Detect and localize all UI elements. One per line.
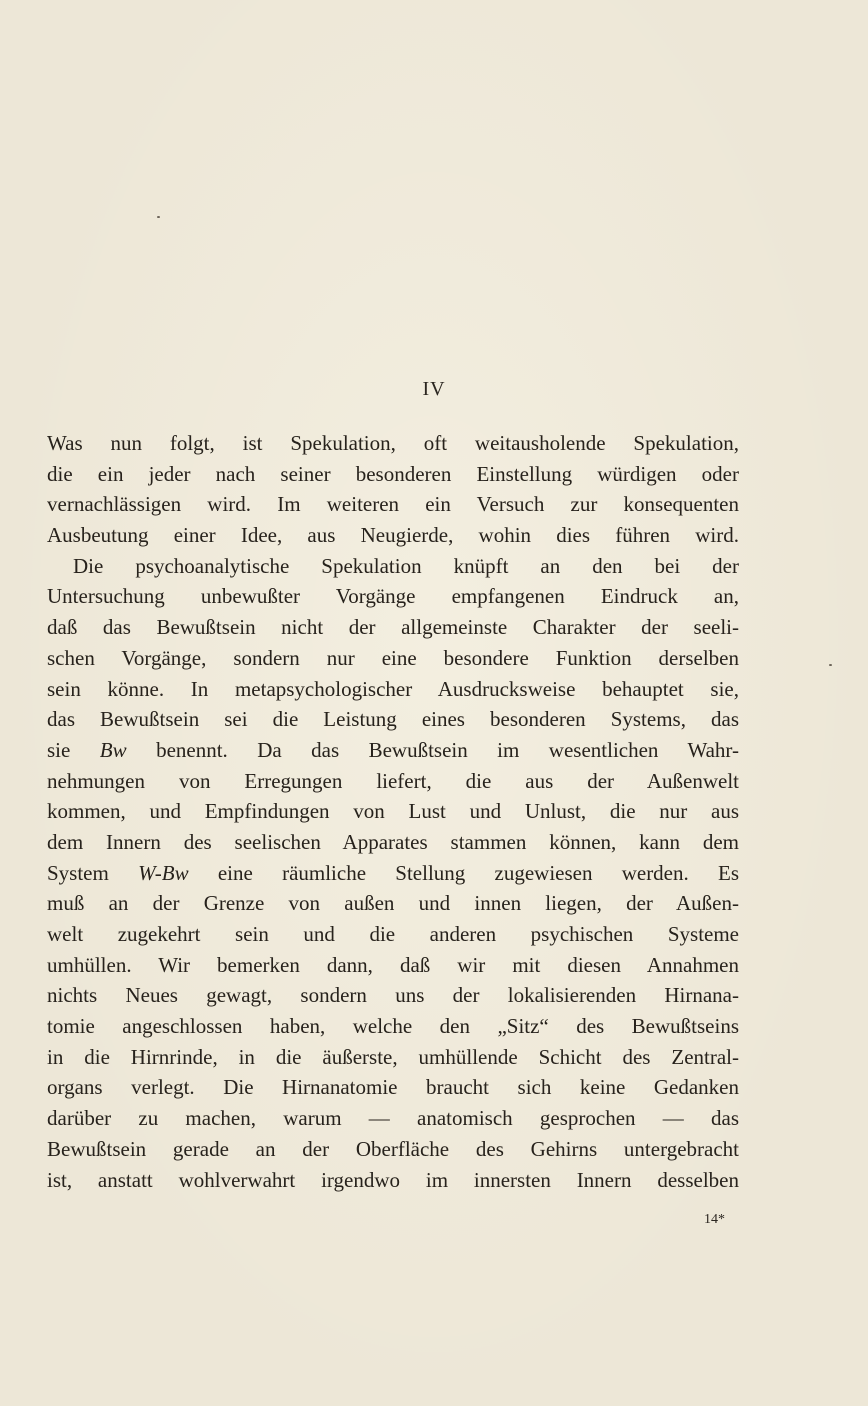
text-line xyxy=(47,704,739,735)
text-line xyxy=(47,1072,739,1103)
text-run: System xyxy=(47,860,139,885)
text-run: eine räumliche Stellung zugewiesen werden. Es xyxy=(188,860,739,885)
text-run: organs verlegt. Die Hirnanatomie braucht sich keine Gedanken xyxy=(47,1075,739,1100)
text-run: tomie angeschlossen haben, welche den „Sitz“ des Bewußtseins xyxy=(47,1014,739,1039)
text-line xyxy=(47,459,739,490)
paper-speck xyxy=(829,664,832,666)
text-run: dem Innern des seelischen Apparates stammen können, kann dem xyxy=(47,829,739,854)
text-line xyxy=(47,735,739,766)
text-run: nehmungen von Erregungen liefert, die aus der Außenwelt xyxy=(47,768,739,793)
text-line xyxy=(47,643,739,674)
text-run: muß an der Grenze von außen und innen liegen, der Außen- xyxy=(47,891,739,916)
chapter-numeral: IV xyxy=(422,378,446,400)
text-run: sie xyxy=(47,737,100,762)
text-run: sein könne. In metapsychologischer Ausdrucksweise behauptet sie, xyxy=(47,676,739,701)
text-line xyxy=(47,489,739,520)
text-line xyxy=(47,581,739,612)
text-run: in die Hirnrinde, in die äußerste, umhüllende Schicht des Zentral- xyxy=(47,1044,739,1069)
text-run: Was nun folgt, ist Spekulation, oft weitausholende Spekulation, xyxy=(47,431,739,455)
text-line xyxy=(47,551,739,582)
text-line xyxy=(47,766,739,797)
text-line xyxy=(47,674,739,705)
text-line xyxy=(47,919,739,950)
italic-term: Bw xyxy=(99,737,127,762)
text-run: darüber zu machen, warum — anatomisch gesprochen — das xyxy=(47,1106,739,1131)
paper-speck xyxy=(157,216,160,218)
text-line xyxy=(47,1165,739,1196)
text-run: Untersuchung unbewußter Vorgänge empfangenen Eindruck an, xyxy=(47,584,739,609)
text-line xyxy=(47,980,739,1011)
text-line xyxy=(47,796,739,827)
text-line xyxy=(47,888,739,919)
text-line xyxy=(47,520,739,551)
text-run: welt zugekehrt sein und die anderen psychischen Systeme xyxy=(47,922,739,946)
text-line xyxy=(47,1134,739,1165)
text-line xyxy=(47,1103,739,1134)
italic-term: W-Bw xyxy=(138,860,189,885)
text-line xyxy=(47,1042,739,1073)
text-line xyxy=(47,428,739,459)
text-line xyxy=(47,612,739,643)
text-run: ist, anstatt wohlverwahrt irgendwo im innersten Innern desselben xyxy=(47,1167,739,1192)
text-run: kommen, und Empfindungen von Lust und Unlust, die nur aus xyxy=(47,799,739,824)
text-line xyxy=(47,858,739,889)
signature-mark: 14* xyxy=(704,1212,725,1227)
text-run: Die psychoanalytische Spekulation knüpft an den bei der xyxy=(73,553,739,578)
text-run: schen Vorgänge, sondern nur eine besondere Funktion derselben xyxy=(47,645,739,670)
text-line xyxy=(47,950,739,981)
body-text xyxy=(47,428,739,1195)
text-line xyxy=(47,827,739,858)
text-run: benennt. Da das Bewußtsein im wesentlichen Wahr- xyxy=(126,737,739,762)
text-run: das Bewußtsein sei die Leistung eines besonderen Systems, das xyxy=(47,707,739,732)
text-run: nichts Neues gewagt, sondern uns der lokalisierenden Hirnana- xyxy=(47,983,739,1008)
text-run: die ein jeder nach seiner besonderen Einstellung würdigen oder xyxy=(47,461,739,486)
text-run: daß das Bewußtsein nicht der allgemeinste Charakter der seeli- xyxy=(47,615,739,640)
text-run: umhüllen. Wir bemerken dann, daß wir mit diesen Annahmen xyxy=(47,952,739,977)
text-run: Ausbeutung einer Idee, aus Neugierde, wohin dies führen wird. xyxy=(47,523,739,548)
text-line xyxy=(47,1011,739,1042)
text-run: Bewußtsein gerade an der Oberfläche des Gehirns untergebracht xyxy=(47,1136,739,1161)
text-run: vernachlässigen wird. Im weiteren ein Versuch zur konsequenten xyxy=(47,492,739,517)
